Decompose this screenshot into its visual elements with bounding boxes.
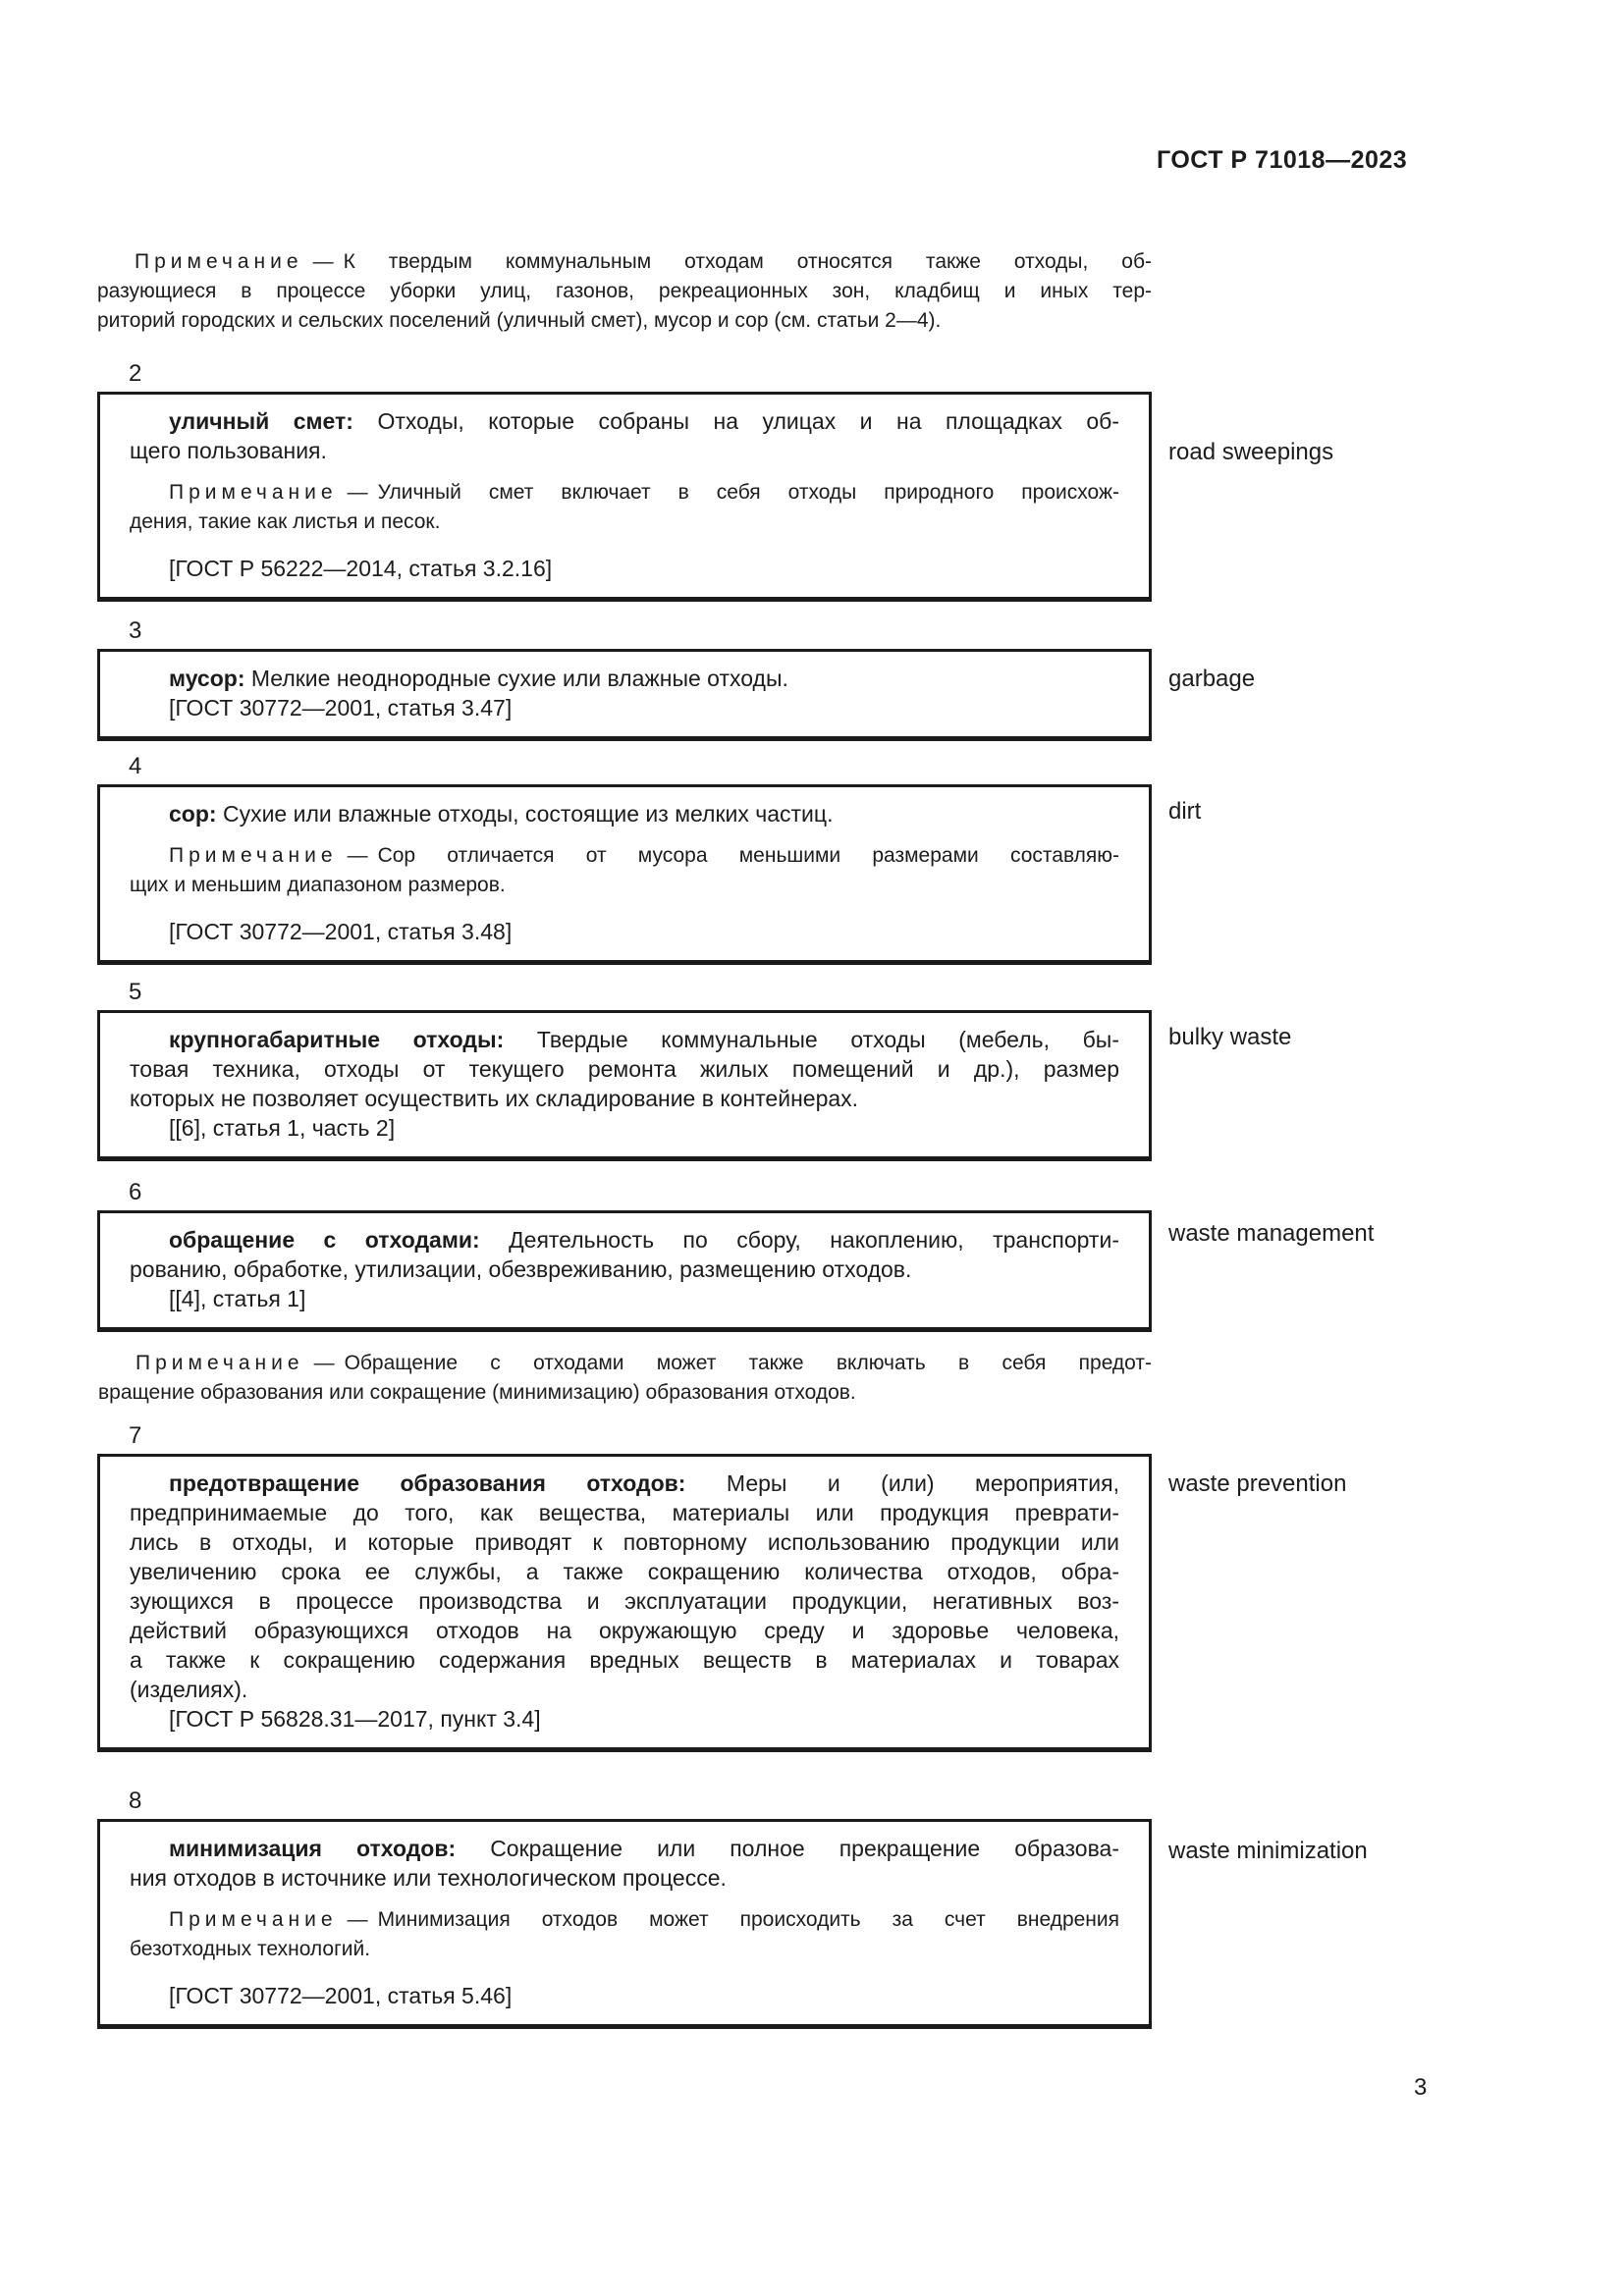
outside-note [98,1349,1152,1408]
note-label: Примечание [169,481,338,504]
note-line: щих и меньшим диапазоном размеров. [130,874,506,896]
note-dash: — [313,1352,335,1374]
source-reference: [ГОСТ Р 56222—2014, статья 3.2.16] [169,556,553,581]
term-number: 3 [129,617,142,644]
term-number: 4 [129,753,142,779]
term-en: road sweepings [1168,439,1334,465]
term-ru: крупногабаритные отходы: [169,1027,505,1052]
note-dash: — [347,481,368,504]
definition-line: предпринимаемые до того, как вещества, материалы или продукция преврати- [130,1500,1119,1525]
note-line: риторий городских и сельских поселений (уличный смет), мусор и сор (см. статьи 2—4). [97,309,942,332]
term-box [97,1210,1152,1332]
note-line: вращение образования или сокращение (минимизацию) образования отходов. [98,1381,856,1404]
term-entry-7 [97,1421,1347,1752]
page-number: 3 [1414,2074,1428,2101]
term-ru: предотвращение образования отходов: [169,1470,686,1496]
term-box [97,784,1152,965]
term-definition [130,1834,1119,1893]
term-entry-5 [97,978,1292,1161]
note-dash: — [347,844,368,867]
term-definition [130,1225,1119,1284]
note-first-line: Примечание — К твердым коммунальным отходам относятся также отходы, об- [135,250,1152,273]
term-box [97,1819,1152,2029]
term-en: waste minimization [1168,1838,1368,1864]
definition-line: увеличению срока ее службы, а также сокращению количества отходов, обра- [130,1559,1119,1584]
note-line: дения, такие как листья и песок. [130,510,441,533]
definition-line: лись в отходы, и которые приводят к повторному использованию продукции или [130,1529,1119,1555]
term-note [130,841,1119,900]
source-reference: [ГОСТ 30772—2001, статья 3.48] [169,919,513,944]
term-definition [130,799,1119,828]
term-definition [130,406,1119,465]
term-note [130,478,1119,537]
term-definition [130,664,1119,693]
term-en: waste management [1168,1220,1375,1247]
term-number: 2 [129,360,142,387]
note-label: Примечание [135,250,303,273]
definition-line: зующихся в процессе производства и эксплуатации продукции, негативных воз- [130,1588,1119,1614]
definition-line: рованию, обработке, утилизации, обезвреживанию, размещению отходов. [130,1256,912,1282]
note-dash: — [312,250,334,273]
definition-first-line: предотвращение образования отходов: Меры и (или) мероприятия, [169,1470,1119,1496]
source-reference: [ГОСТ 30772—2001, статья 3.47] [169,695,513,721]
note-first-line: Примечание — Уличный смет включает в себя отходы природного происхож- [169,481,1119,504]
note-line: безотходных технологий. [130,1938,371,1960]
term-ru: сор: [169,801,217,827]
intro-note [97,247,1152,336]
term-entry-3 [97,616,1256,741]
definition-line: товая техника, отходы от текущего ремонта жилых помещений и др.), размер [130,1056,1119,1082]
source-reference: [[4], статья 1] [169,1286,306,1311]
definition-first-line: мусор: Мелкие неоднородные сухие или влажные отходы. [169,666,788,691]
note-first-line: Примечание — Обращение с отходами может также включать в себя предот- [135,1352,1152,1374]
term-en: waste prevention [1168,1470,1347,1497]
term-number: 7 [129,1422,142,1449]
term-box [97,1454,1152,1752]
term-en: garbage [1168,666,1256,692]
term-entry-8 [97,1787,1368,2029]
term-box [97,392,1152,602]
definition-first-line: обращение с отходами: Деятельность по сбору, накоплению, транспорти- [169,1227,1119,1253]
term-entry-6 [97,1178,1375,1408]
term-en: dirt [1168,798,1202,825]
note-line: разующиеся в процессе уборки улиц, газонов, рекреационных зон, кладбищ и иных тер- [97,280,1152,302]
definition-line: а также к сокращению содержания вредных веществ в материалах и товарах [130,1647,1119,1673]
term-number: 6 [129,1179,142,1205]
term-ru: мусор: [169,666,245,691]
term-number: 5 [129,979,142,1005]
definition-line: которых не позволяет осуществить их складирование в контейнерах. [130,1086,859,1111]
definition-line: щего пользования. [130,438,327,463]
term-note [130,1905,1119,1964]
term-box [97,1010,1152,1161]
note-label: Примечание [135,1352,304,1374]
note-dash: — [347,1908,368,1931]
definition-first-line: крупногабаритные отходы: Твердые коммунальные отходы (мебель, бы- [169,1027,1119,1052]
note-label: Примечание [169,1908,338,1931]
term-definition [130,1468,1119,1704]
term-number: 8 [129,1788,142,1814]
note-first-line: Примечание — Сор отличается от мусора меньшими размерами составляю- [169,844,1119,867]
source-reference: [ГОСТ 30772—2001, статья 5.46] [169,1983,513,2008]
definition-line: (изделиях). [130,1677,248,1702]
source-reference: [[6], статья 1, часть 2] [169,1115,396,1141]
definition-first-line: уличный смет: Отходы, которые собраны на улицах и на площадках об- [169,408,1119,434]
definition-line: действий образующихся отходов на окружающую среду и здоровье человека, [130,1618,1119,1643]
term-entry-4 [97,752,1202,965]
term-ru: минимизация отходов: [169,1836,457,1861]
note-label: Примечание [169,844,338,867]
term-ru: обращение с отходами: [169,1227,480,1253]
definition-line: ния отходов в источнике или технологическом процессе. [130,1865,727,1891]
term-ru: уличный смет: [169,408,353,434]
note-first-line: Примечание — Минимизация отходов может происходить за счет внедрения [169,1908,1119,1931]
term-en: bulky waste [1168,1024,1292,1050]
source-reference: [ГОСТ Р 56828.31—2017, пункт 3.4] [169,1706,541,1732]
definition-first-line: минимизация отходов: Сокращение или полное прекращение образова- [169,1836,1119,1861]
term-entry-2 [97,359,1334,602]
document-code-header: ГОСТ Р 71018—2023 [1157,146,1408,174]
definition-first-line: сор: Сухие или влажные отходы, состоящие из мелких частиц. [169,801,834,827]
term-definition [130,1025,1119,1113]
term-box [97,649,1152,741]
